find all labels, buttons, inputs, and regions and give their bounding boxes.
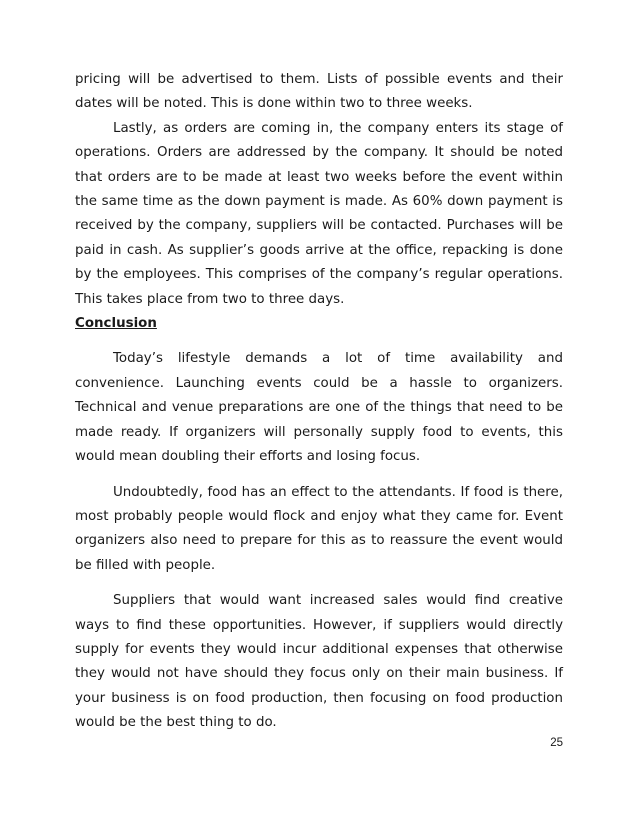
paragraph-operations: Lastly, as orders are coming in, the company enters its stage of operations. Orders are addressed by the company. It should be noted that orders are to be made at least two weeks before the event within the same time as the down payment is made. As 60% down payment is received by the company, suppliers will be contacted. Purchases will be paid in cash. As supplier’s goods arrive at the office, repacking is done by the employees. This comprises of the company’s regular operations. This takes place from two to three days. [75,120,563,307]
page-body [75,68,563,736]
paragraph-continued: pricing will be advertised to them. Lists of possible events and their dates will be noted. This is done within two to three weeks. [75,72,563,112]
paragraph-lifestyle: Today’s lifestyle demands a lot of time availability and convenience. Launching events could be a hassle to organizers. Technical and venue preparations are one of the things that need to be made ready. If organizers will personally supply food to events, this would mean doubling their efforts and losing focus. [75,351,563,465]
section-heading-conclusion: Conclusion [75,316,157,332]
page-number: 25 [550,737,563,749]
paragraph-suppliers: Suppliers that would want increased sales would find creative ways to find these opportunities. However, if suppliers would directly supply for events they would incur additional expenses that otherwise they would not have should they focus only on their main business. If your business is on food production, then focusing on food production would be the best thing to do. [75,593,563,731]
paragraph-food-effect: Undoubtedly, food has an effect to the attendants. If food is there, most probably people would flock and enjoy what they came for. Event organizers also need to prepare for this as to reassure the event would be filled with people. [75,484,563,573]
